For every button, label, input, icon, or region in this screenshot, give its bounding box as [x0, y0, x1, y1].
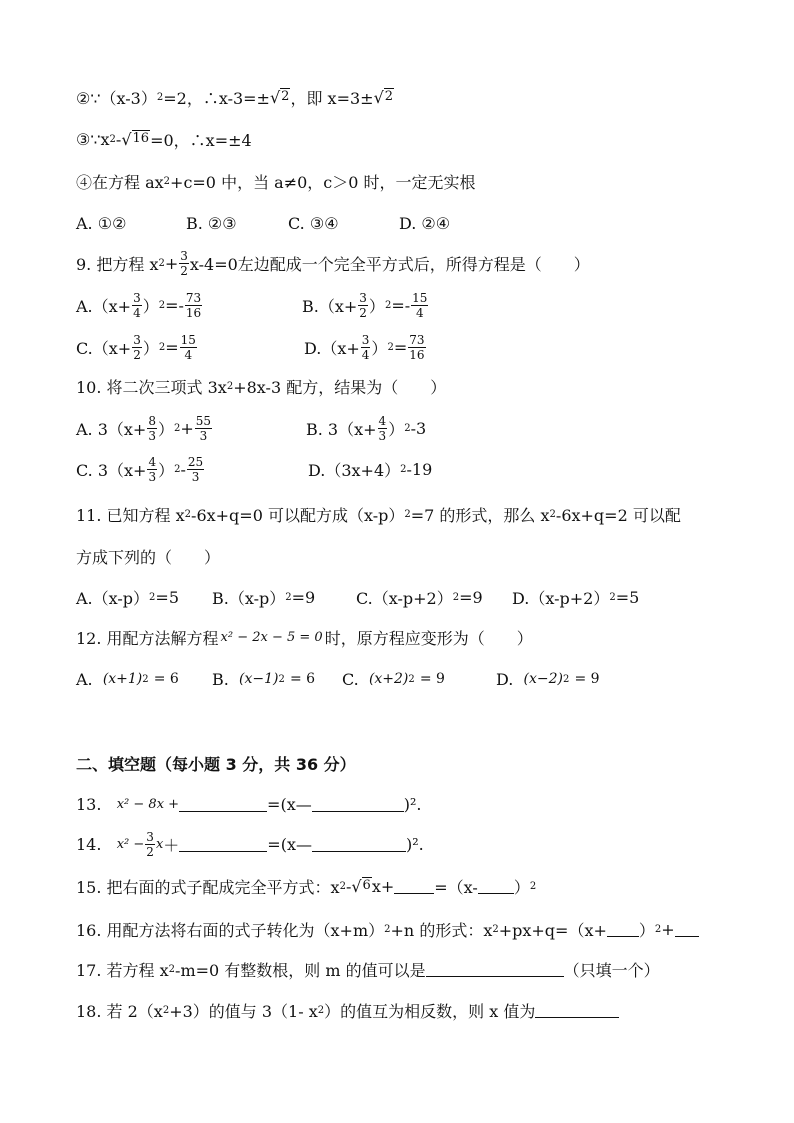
answer-blank[interactable] [607, 922, 639, 937]
q10-option-c: C. 3（x+ $\frac{4}{3}$ ） 2 - $\frac{25}{3}$ [76, 454, 204, 484]
question-11-line2: 方成下列的（ ） [76, 547, 221, 567]
q10-option-b: B. 3（x+ $\frac{4}{3}$ ） 2 -3 [306, 413, 427, 443]
q12-options [76, 654, 734, 704]
q12-option-b: B. (x−1) 2 = 6 [212, 669, 316, 689]
answer-blank[interactable] [394, 879, 434, 894]
q9-option-c: C.（x+ $\frac{3}{2}$ ） 2 = $\frac{15}{4}$ [76, 332, 196, 362]
statement-3: ③∵x 2 - √ 16 =0，∴x=±4 [76, 129, 252, 150]
question-13: 13. x² − 8x + =(x— )². [76, 794, 422, 814]
q12-option-c: C. (x+2) 2 = 9 [342, 669, 445, 689]
question-10: 10. 将二次三项式 3x 2 +8x-3 配方，结果为（ ） [76, 377, 447, 397]
answer-blank[interactable] [179, 797, 267, 812]
question-15: 15. 把右面的式子配成完全平方式：x 2 - √ 6 x+ =（x- ） 2 [76, 876, 537, 897]
q10-options-row2 [76, 444, 734, 494]
answer-blank[interactable] [478, 879, 514, 894]
answer-blank[interactable] [426, 962, 564, 977]
q11-option-b: B.（x-p） 2 =9 [212, 587, 316, 608]
section-heading-fill-in: 二、填空题（每小题 3 分，共 36 分） [76, 754, 356, 774]
q8-option-a: A. ①② [76, 213, 127, 233]
answer-blank[interactable] [312, 797, 404, 812]
q9-option-d: D.（x+ $\frac{3}{4}$ ） 2 = $\frac{73}{16}$ [304, 332, 425, 362]
q9-option-b: B.（x+ $\frac{3}{2}$ ） 2 =- $\frac{15}{4}$ [302, 290, 428, 320]
q8-option-c: C. ③④ [288, 213, 339, 233]
q8-option-b: B. ②③ [186, 213, 237, 233]
question-14: 14. x² − $\frac{3}{2}$ x ＋ =(x— )². [76, 829, 424, 859]
question-16: 16. 用配方法将右面的式子转化为（x+m） 2 +n 的形式：x 2 +px+q=（x+ ） 2 + [76, 904, 734, 954]
statement-4: ④在方程 ax 2 +c=0 中，当 a≠0，c＞0 时，一定无实根 [76, 172, 476, 192]
q9-option-a: A.（x+ $\frac{3}{4}$ ） 2 =- $\frac{73}{16}$ [76, 290, 202, 320]
q8-option-d: D. ②④ [399, 213, 451, 233]
statement-2: ②∵（x-3） 2 =2，∴x-3=± √ 2 ，即 x=3± √ 2 [76, 87, 394, 108]
question-12: 12. 用配方法解方程 x² − 2x − 5 = 0 时，原方程应变形为（ ） [76, 628, 533, 648]
q12-option-a: A. (x+1) 2 = 6 [76, 669, 179, 689]
question-9: 9. 把方程 x 2 + $\frac{3}{2}$ x-4=0左边配成一个完全平方式后，所得方程是（ ） [76, 248, 590, 278]
answer-blank[interactable] [179, 837, 267, 852]
fraction: $\frac{3}{2}$ [180, 248, 188, 278]
q11-option-a: A.（x-p） 2 =5 [76, 587, 180, 608]
sqrt-16: √ 16 [121, 129, 150, 149]
question-17: 17. 若方程 x 2 -m=0 有整数根，则 m 的值可以是 （只填一个） [76, 960, 660, 980]
answer-blank[interactable] [312, 837, 406, 852]
q10-option-a: A. 3（x+ $\frac{8}{3}$ ） 2 + $\frac{55}{3}$ [76, 413, 212, 443]
answer-blank[interactable] [535, 1003, 619, 1018]
q11-option-d: D.（x-p+2） 2 =5 [512, 587, 640, 608]
answer-blank[interactable] [675, 922, 699, 937]
sqrt-2: √ 2 [269, 87, 290, 107]
question-11-line1: 11. 已知方程 x 2 -6x+q=0 可以配方成（x-p） 2 =7 的形式，那么 x 2 -6x+q=2 可以配 [76, 505, 681, 525]
q10-option-d: D.（3x+4） 2 -19 [308, 459, 433, 480]
q11-option-c: C.（x-p+2） 2 =9 [356, 587, 483, 608]
sqrt-6: √ 6 [351, 876, 371, 896]
sqrt-2b: √ 2 [373, 87, 394, 107]
question-18: 18. 若 2（x 2 +3）的值与 3（1- x 2 ）的值互为相反数，则 x 值为 [76, 985, 734, 1035]
q12-option-d: D. (x−2) 2 = 9 [496, 669, 600, 689]
